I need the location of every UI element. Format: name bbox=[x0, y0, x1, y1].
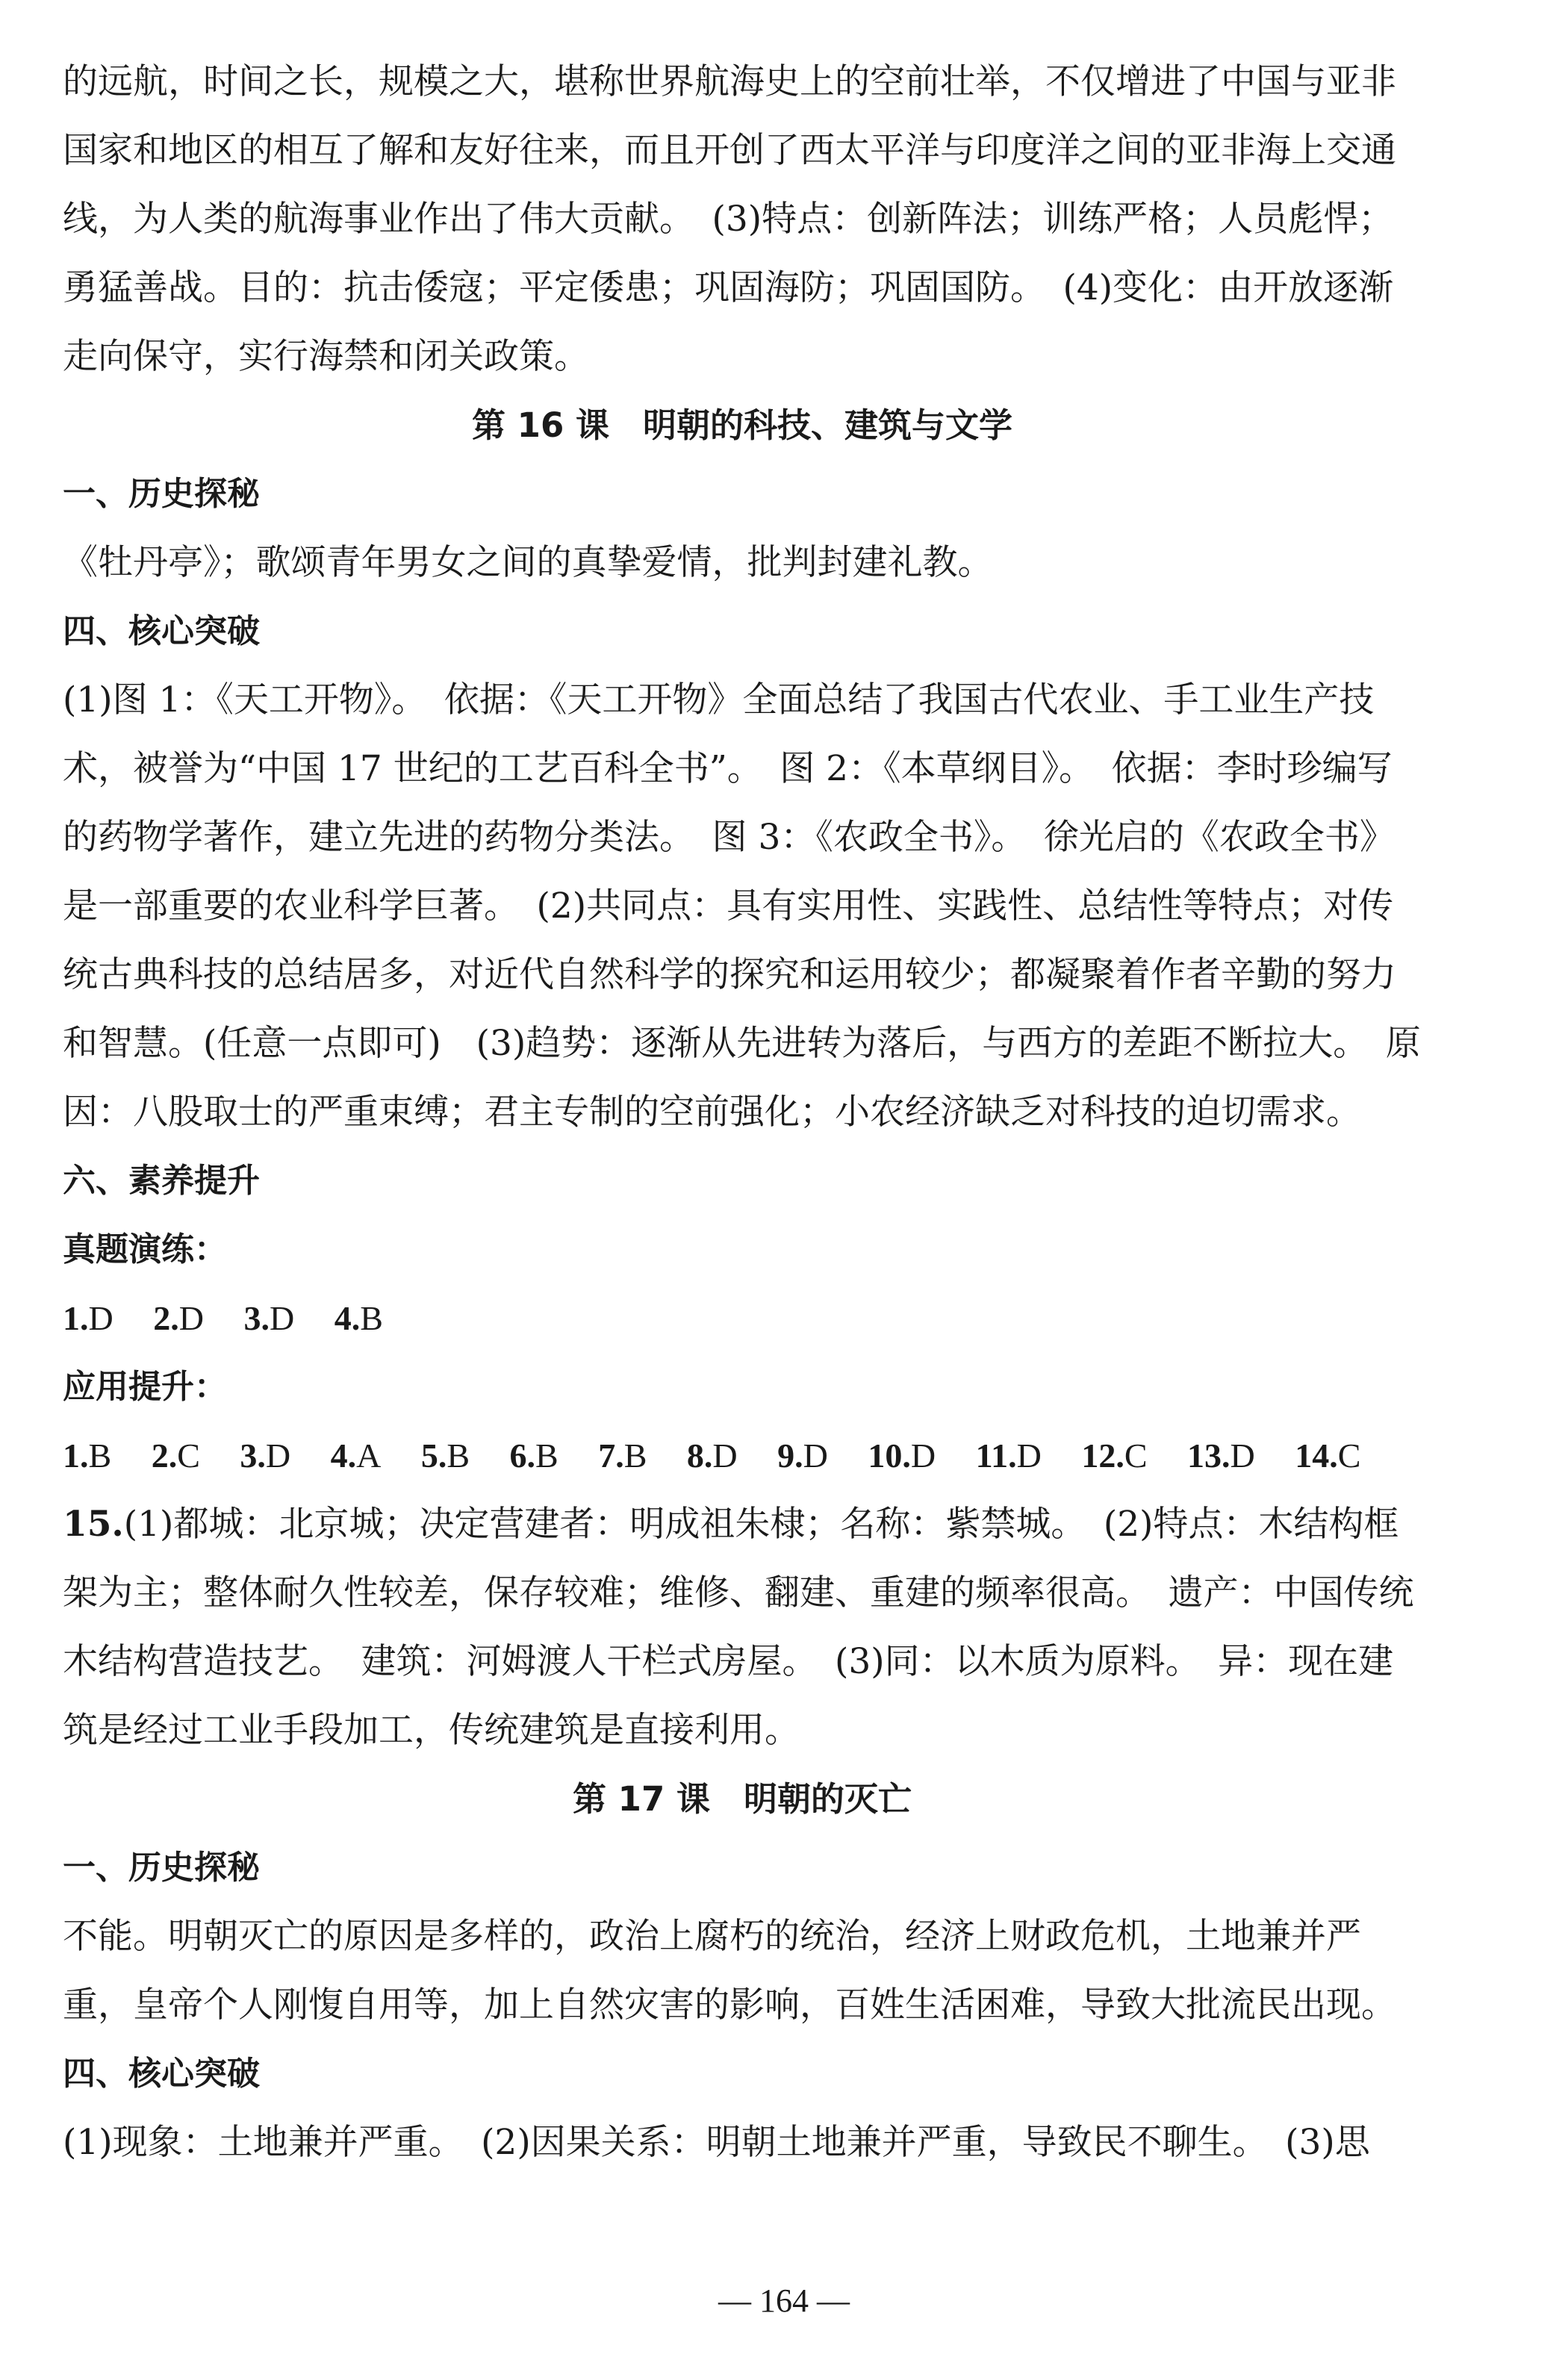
answer-item bbox=[153, 1284, 204, 1353]
answer-number: 7. bbox=[598, 1436, 624, 1475]
answer-choice: C bbox=[1337, 1436, 1361, 1475]
answer-choice: B bbox=[535, 1436, 559, 1475]
answer-item bbox=[976, 1422, 1042, 1490]
real-exam-heading: 真题演练： bbox=[63, 1230, 227, 1268]
apply-improve-heading: 应用提升： bbox=[63, 1368, 227, 1406]
answer-item bbox=[421, 1422, 470, 1490]
answer-item bbox=[63, 1422, 111, 1490]
answer-choice: D bbox=[910, 1436, 936, 1475]
lesson-16-history-explore-answer: 《牡丹亭》；歌颂青年男女之间的真挚爱情，批判封建礼教。 bbox=[63, 542, 993, 583]
lesson-17-title: 第 17 课 明朝的灭亡 bbox=[573, 1779, 912, 1819]
answer-number: 1. bbox=[63, 1299, 89, 1337]
answer-item bbox=[868, 1422, 936, 1490]
lesson-17-history-explore-answer: 不能。明朝灭亡的原因是多样的，政治上腐朽的统治，经济上财政危机，土地兼并严重，皇帝个人刚愎自用等，加上自然灾害的影响，百姓生活困难，导致大批流民出现。 bbox=[63, 1916, 1396, 2026]
question-15-number: 15. bbox=[63, 1504, 124, 1545]
answer-number: 3. bbox=[243, 1299, 270, 1337]
answer-choice: B bbox=[447, 1436, 470, 1475]
lesson-17-core-breakthrough-answer: (1)现象：土地兼并严重。 (2)因果关系：明朝土地兼并严重，导致民不聊生。 (3)思 bbox=[63, 2122, 1370, 2163]
answer-item bbox=[1081, 1422, 1147, 1490]
answer-number: 10. bbox=[868, 1436, 911, 1475]
answer-choice: B bbox=[623, 1436, 647, 1475]
answer-item bbox=[598, 1422, 647, 1490]
intro-paragraph: 的远航，时间之长，规模之大，堪称世界航海史上的空前壮举，不仅增进了中国与亚非国家和地区的相互了解和友好往来，而且开创了西太平洋与印度洋之间的亚非海上交通线，为人类的航海事业作出了伟大贡献。 (3)特点：创新阵法；训练严格；人员彪悍；勇猛善战。目的：抗击倭寇；平定倭患；巩固海防；巩固国防。 (4)变化：由开放逐渐走向保守，实行海禁和闭关政策。 bbox=[63, 61, 1396, 377]
answer-number: 5. bbox=[420, 1436, 447, 1475]
answer-number: 3. bbox=[240, 1436, 266, 1475]
answer-choice: B bbox=[88, 1436, 112, 1475]
answer-number: 1. bbox=[63, 1436, 89, 1475]
lesson-16-core-breakthrough-heading: 四、核心突破 bbox=[63, 612, 260, 650]
answer-choice: C bbox=[1124, 1436, 1148, 1475]
answer-number: 8. bbox=[686, 1436, 713, 1475]
answer-item bbox=[777, 1422, 828, 1490]
question-15-answer bbox=[63, 1490, 1422, 1765]
answer-choice: D bbox=[1230, 1436, 1255, 1475]
answer-item bbox=[510, 1422, 559, 1490]
answer-item bbox=[243, 1284, 294, 1353]
answer-choice: C bbox=[177, 1436, 200, 1475]
answer-choice: A bbox=[356, 1436, 382, 1475]
answer-choice: B bbox=[360, 1299, 383, 1337]
answer-item bbox=[1295, 1422, 1360, 1490]
answer-item bbox=[152, 1422, 200, 1490]
lesson-16-title: 第 16 课 明朝的科技、建筑与文学 bbox=[472, 405, 1012, 445]
real-exam-answers bbox=[63, 1284, 1422, 1353]
lesson-16-literacy-heading: 六、素养提升 bbox=[63, 1162, 260, 1200]
question-15-text: (1)都城：北京城；决定营建者：明成祖朱棣；名称：紫禁城。 (2)特点：木结构框架为主；整体耐久性较差，保存较难；维修、翻建、重建的频率很高。 遗产：中国传统木结构营造技艺。 建筑：河姆渡人干栏式房屋。 (3)同：以木质为原料。 异：现在建筑是经过工业手段加工，传统建筑是直接利用。 bbox=[63, 1504, 1414, 1751]
answer-item bbox=[687, 1422, 738, 1490]
answer-item bbox=[63, 1284, 113, 1353]
page-number: — 164 — bbox=[718, 2282, 850, 2319]
lesson-17-history-explore-heading: 一、历史探秘 bbox=[63, 1849, 260, 1887]
answer-number: 14. bbox=[1295, 1436, 1338, 1475]
apply-improve-answers bbox=[63, 1422, 1422, 1490]
answer-number: 9. bbox=[777, 1436, 803, 1475]
answer-choice: D bbox=[1016, 1436, 1042, 1475]
answer-number: 11. bbox=[975, 1436, 1017, 1475]
answer-choice: D bbox=[712, 1436, 738, 1475]
lesson-16-history-explore-heading: 一、历史探秘 bbox=[63, 475, 260, 513]
answer-number: 13. bbox=[1187, 1436, 1231, 1475]
answer-choice: D bbox=[803, 1436, 828, 1475]
answer-item bbox=[335, 1284, 383, 1353]
answer-choice: D bbox=[265, 1436, 291, 1475]
answer-item bbox=[331, 1422, 382, 1490]
page-content bbox=[63, 48, 1422, 2177]
answer-number: 4. bbox=[334, 1299, 361, 1337]
answer-choice: D bbox=[178, 1299, 204, 1337]
lesson-17-core-breakthrough-heading: 四、核心突破 bbox=[63, 2055, 260, 2093]
answer-item bbox=[1187, 1422, 1255, 1490]
answer-item bbox=[240, 1422, 290, 1490]
answer-choice: D bbox=[88, 1299, 113, 1337]
answer-number: 4. bbox=[330, 1436, 357, 1475]
answer-number: 2. bbox=[153, 1299, 179, 1337]
answer-number: 12. bbox=[1081, 1436, 1124, 1475]
answer-number: 6. bbox=[509, 1436, 536, 1475]
answer-number: 2. bbox=[151, 1436, 178, 1475]
lesson-16-core-breakthrough-answer: (1)图 1：《天工开物》。 依据：《天工开物》全面总结了我国古代农业、手工业生产技术，被誉为“中国 17 世纪的工艺百科全书”。 图 2：《本草纲目》。 依据：李时珍编写的药物学著作，建立先进的药物分类法。 图 3：《农政全书》。 徐光启的《农政全书》是一部重要的农业科学巨著。 (2)共同点：具有实用性、实践性、总结性等特点；对传统古典科技的总结居多，对近代自然科学的探究和运用较少；都凝聚着作者辛勤的努力和智慧。(任意一点即可) (3)趋势：逐渐从先进转为落后，与西方的差距不断拉大。 原因：八股取士的严重束缚；君主专制的空前强化；小农经济缺乏对科技的迫切需求。 bbox=[63, 679, 1421, 1133]
answer-choice: D bbox=[269, 1299, 295, 1337]
